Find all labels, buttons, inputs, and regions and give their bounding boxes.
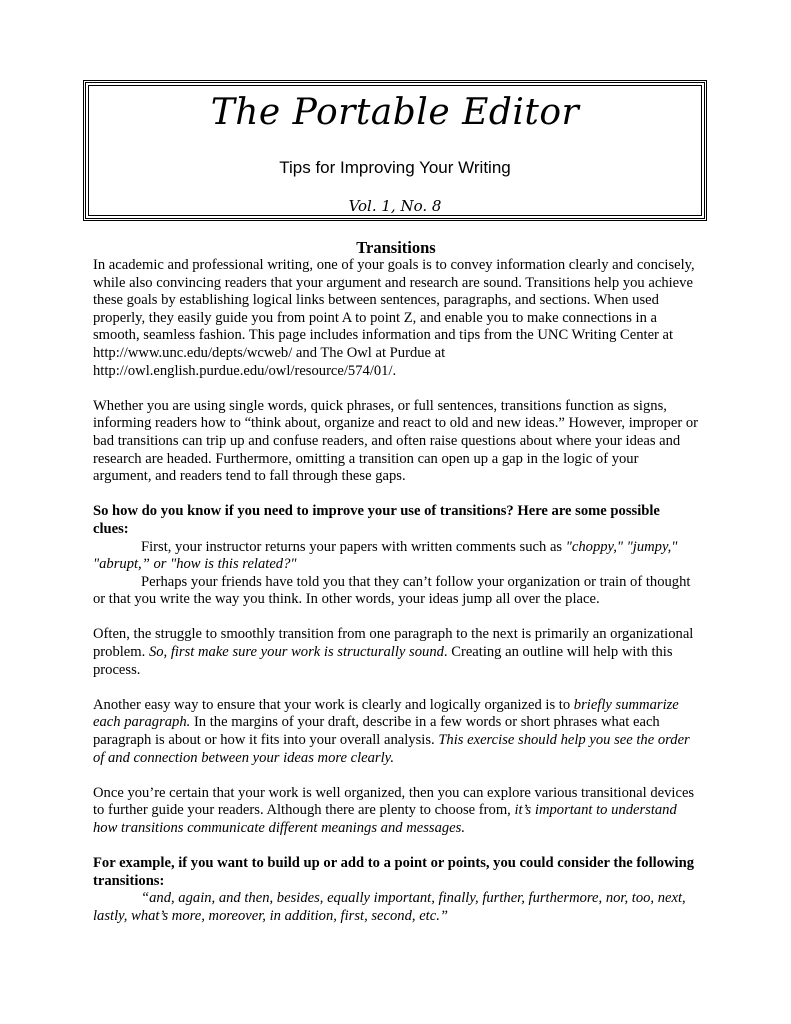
- header-box: [83, 80, 707, 221]
- newsletter-subtitle: Tips for Improving Your Writing: [279, 158, 511, 177]
- summarize-emphasis-end: This exercise should help you see the order of and connection between your ideas more clearly.: [93, 732, 690, 766]
- example-question: For example, if you want to build up or add to a point or points, you could consider the following transitions:: [93, 855, 695, 889]
- section-title: Transitions: [356, 238, 436, 257]
- devices-text-a: Once you’re certain that your work is well organized, then you can explore various transitional devices to further guide your readers. Although there are plenty to choose from,: [93, 784, 695, 819]
- clue-one-text: First, your instructor returns your papers with written comments such as: [141, 538, 566, 555]
- newsletter-title: The Portable Editor: [210, 92, 580, 133]
- organization-emphasis: So, first make sure your work is structurally sound: [148, 644, 444, 661]
- organization-text-c: . Creating an outline will help with this process.: [93, 644, 673, 678]
- summarize-text-c: In the margins of your draft, describe in a few words or short phrases what each paragraph is about or how it fits into your overall analysis.: [93, 714, 660, 749]
- example-transitions-list: “and, again, and then, besides, equally important, finally, further, furthermore, nor, too, next, lastly, what’s more, moreover, in addition, first, second, etc.”: [93, 890, 686, 924]
- header-inner-border: [88, 85, 702, 216]
- devices-emphasis: it’s important to understand how transitions communicate different meanings and messages.: [93, 802, 677, 836]
- summarize-emphasis: briefly summarize each paragraph.: [93, 696, 679, 731]
- clue-one-quotes: "choppy," "jumpy," "abrupt,” or "how is this related?": [93, 538, 678, 573]
- organization-paragraph: [93, 626, 699, 679]
- signs-paragraph: Whether you are using single words, quick phrases, or full sentences, transitions function as signs, informing readers how to “think about, organize and react to old and new ideas.” However, improper or bad transitions can trip up and confuse readers, and often raise questions about where your ideas and research are headed. Furthermore, omitting a transition can open up a gap in the logic of your argument, and readers tend to fall through these gaps.: [93, 397, 698, 485]
- devices-paragraph: [93, 785, 699, 838]
- article-body: [93, 238, 699, 926]
- clues-question: So how do you know if you need to improve your use of transitions? Here are some possible clues:: [93, 503, 660, 537]
- summarize-text-a: Another easy way to ensure that your work is clearly and logically organized is to: [93, 696, 574, 713]
- clue-one: [93, 539, 699, 574]
- example-transitions: [93, 890, 699, 925]
- clue-two: Perhaps your friends have told you that they can’t follow your organization or train of thought or that you write the way you think. In other words, your ideas jump all over the place.: [93, 573, 691, 608]
- summarize-paragraph: [93, 697, 699, 767]
- organization-text-a: Often, the struggle to smoothly transition from one paragraph to the next is primarily an organizational problem.: [93, 626, 694, 661]
- intro-paragraph: In academic and professional writing, one of your goals is to convey information clearly and concisely, while also convincing readers that your argument and research are sound. Transitions help you achieve these goals by establishing logical links between sentences, paragraphs, and sections. When used properly, they easily guide you from point A to point Z, and enable you to make connections in a smooth, seamless fashion. This page includes information and tips from the UNC Writing Center at http://www.unc.edu/depts/wcweb/ and The Owl at Purdue at http://owl.english.purdue.edu/owl/resource/574/01/.: [93, 257, 695, 379]
- volume-number: Vol. 1, No. 8: [348, 197, 442, 215]
